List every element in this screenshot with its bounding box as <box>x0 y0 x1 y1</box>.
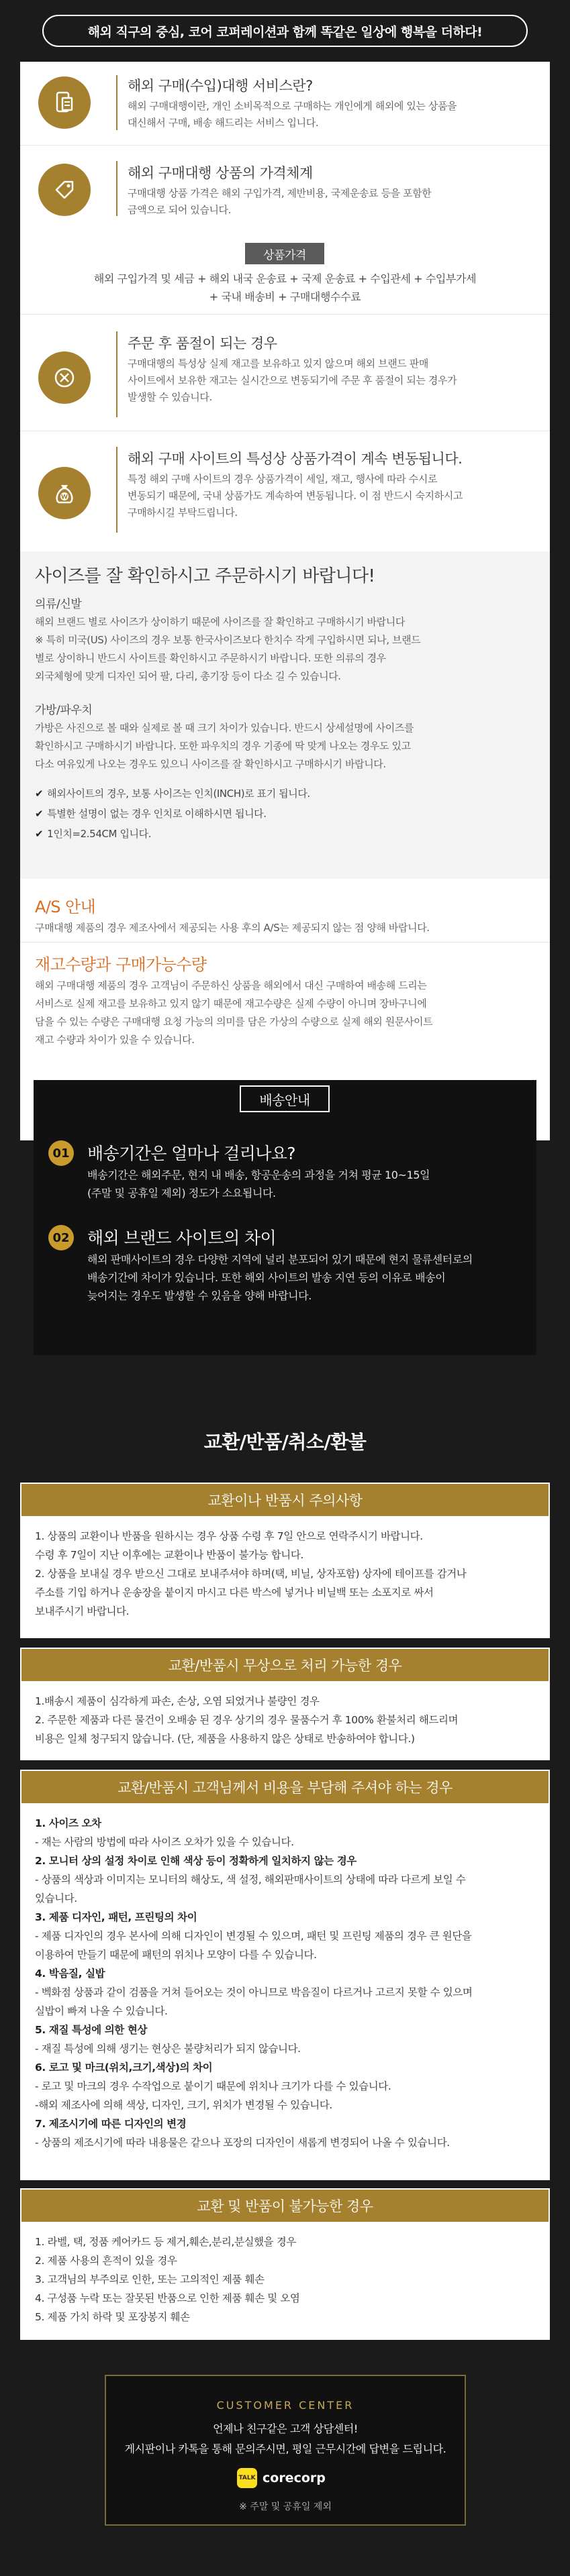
kakao-link[interactable] <box>237 2467 326 2489</box>
pricing-text: 구매대행 상품 가격은 해외 구입가격, 제반비용, 국제운송료 등을 포함한 금액으로 되어 있습니다. <box>128 187 432 216</box>
check-icon: ✔ <box>35 788 44 800</box>
service-text: 해외 구매대행이란, 개인 소비목적으로 구매하는 개인에게 해외에 있는 상품을 대신해서 구매, 배송 해드리는 서비스 입니다. <box>128 100 457 129</box>
price-change-title: 해외 구매 사이트의 특성상 상품가격이 계속 변동됩니다. <box>128 451 463 467</box>
as-text: 구매대행 제품의 경우 제조사에서 제공되는 사용 후의 A/S는 제공되지 않는 점 양해 바랍니다. <box>35 922 430 934</box>
size-title: 사이즈를 잘 확인하시고 주문하시기 바랍니다! <box>35 566 375 586</box>
bag-label: 가방/파우치 <box>35 704 93 717</box>
clothes-text: 해외 브랜드 별로 사이즈가 상이하기 때문에 사이즈를 잘 확인하고 구매하시기 바랍니다 ※ 특히 미국(US) 사이즈의 경우 보통 한국사이즈보다 한치수 작게 구입하시면 되나, 브랜드 별로 상이하니 반드시 사이트를 확인하시고 주문하시기 바랍니다. 또한 의류의 경우 외국체형에 맞게 디자인 되어 팔, 다리, 총기장 등이 다소 길 수 있습니다. <box>35 616 421 682</box>
shipping-box <box>34 1080 536 1355</box>
notice-box: 1. 상품의 교환이나 반품을 원하시는 경우 상품 수령 후 7일 안으로 연락주시기 바랍니다. 수령 후 7일이 지난 이후에는 교환이나 반품이 불가능 합니다. 2. 상품을 보내실 경우 받으신 그대로 보내주셔야 하며(택, 비닐, 상자포함) 상자에 테이프를 감거나 주소를 기입 하거나 운송장을 붙이지 마시고 다른 박스에 넣거나 비닐백 또는 소포지로 싸서 보내주시기 바랍니다. <box>20 1517 550 1638</box>
cc-line: 게시판이나 카톡을 통해 문의주시면, 평일 근무시간에 답변을 드립니다. <box>124 2443 446 2455</box>
soldout-text: 구매대행의 특성상 실제 재고를 보유하고 있지 않으며 해외 브랜드 판매 사이트에서 보유한 재고는 실시간으로 변동되기에 주문 후 품절이 되는 경우가 발생할 수 있습니다. <box>128 358 457 403</box>
divider <box>116 75 117 130</box>
header-banner: 해외 직구의 중심, 코어 코퍼레이션과 함께 똑같은 일상에 행복을 더하다! <box>42 15 528 47</box>
divider <box>116 331 117 417</box>
size-section <box>20 551 550 879</box>
bag-text: 가방은 사진으로 볼 때와 실제로 볼 때 크기 차이가 있습니다. 반드시 상세설명에 사이즈를 확인하시고 구매하시기 바랍니다. 또한 파우치의 경우 기종에 딱 맞게 나오는 경우도 있고 다소 여유있게 나오는 경우도 있으니 사이즈를 잘 확인하시고 구매하시기 바랍니다. <box>35 722 414 770</box>
soldout-title: 주문 후 품절이 되는 경우 <box>128 335 277 352</box>
clothes-label: 의류/신발 <box>35 598 82 611</box>
size-check: ✔ 특별한 설명이 없는 경우 인치로 이해하시면 됩니다. <box>35 808 267 820</box>
money-bag-icon <box>38 467 91 519</box>
stock-title: 재고수량과 구매가능수량 <box>35 955 207 974</box>
header <box>0 0 570 62</box>
section-header: 교환/반품시 무상으로 처리 가능한 경우 <box>20 1648 550 1682</box>
check-icon: ✔ <box>35 808 44 820</box>
cc-line: 언제나 친구같은 고객 상담센터! <box>213 2422 358 2435</box>
price-badge: 상품가격 <box>245 243 324 264</box>
price-change-text: 특정 해외 구매 사이트의 경우 상품가격이 세일, 재고, 행사에 따라 수시로 변동되기 때문에, 국내 상품가도 계속하여 변동됩니다. 이 점 반드시 숙지하시고 구매하시길 부탁드립니다. <box>128 473 463 519</box>
shipping-question: 해외 브랜드 사이트의 차이 <box>87 1228 277 1248</box>
section-header: 교환/반품시 고객님께서 비용을 부담해 주셔야 하는 경우 <box>20 1770 550 1805</box>
notice-box: 1.배송시 제품이 심각하게 파손, 손상, 오염 되었거나 불량인 경우 2. 주문한 제품과 다른 물건이 오배송 된 경우 상기의 경우 물품수거 후 100% 환불처리 해드리며 비용은 일체 청구되지 않습니다. (단, 제품을 사용하지 않은 상태로 반송하여야 합니다.) <box>20 1682 550 1760</box>
service-title: 해외 구매(수입)대행 서비스란? <box>128 78 313 94</box>
divider <box>116 447 117 533</box>
stock-text: 해외 구매대행 제품의 경우 고객님이 주문하신 상품을 해외에서 대신 구매하여 배송해 드리는 서비스로 실제 재고를 보유하고 있지 않기 때문에 재고수량은 실제 수량이 아니며 장바구니에 담을 수 있는 수량은 구매대행 요청 가능의 의미를 담은 가상의 수량으로 실제 해외 원문사이트 재고 수량과 차이가 있을 수 있습니다. <box>35 979 433 1046</box>
cc-note: ※ 주말 및 공휴일 제외 <box>239 2502 332 2512</box>
check-icon: ✔ <box>35 828 44 840</box>
info-panel <box>20 62 550 1302</box>
price-tag-icon <box>38 164 91 216</box>
exchange-title: 교환/반품/취소/환불 <box>203 1431 367 1453</box>
size-check: ✔ 해외사이트의 경우, 보통 사이즈는 인치(INCH)로 표기 됩니다. <box>35 788 310 800</box>
section-header: 교환이나 반품시 주의사항 <box>20 1483 550 1517</box>
size-check: ✔ 1인치=2.54CM 입니다. <box>35 828 152 840</box>
kakao-talk-icon: TALK <box>237 2468 257 2488</box>
separator <box>20 942 550 943</box>
notice-box: 1. 라벨, 택, 정품 케어카드 등 제거,훼손,분리,분실했을 경우 2. 제품 사용의 흔적이 있을 경우 3. 고객님의 부주의로 인한, 또는 고의적인 제품 훼손 4. 구성품 누락 또는 잘못된 반품으로 인한 제품 훼손 및 오염 5. 제품 가치 하락 및 포장봉지 훼손 <box>20 2223 550 2340</box>
cancel-circle-icon <box>38 352 91 404</box>
shipping-answer: 해외 판매사이트의 경우 다양한 지역에 널리 분포되어 있기 때문에 현지 물류센터로의 배송기간에 차이가 있습니다. 또한 해외 사이트의 발송 지연 등의 이유로 배송이 늦어지는 경우도 발생할 수 있음을 양해 바랍니다. <box>87 1253 473 1302</box>
shipping-badge: 배송안내 <box>240 1085 330 1112</box>
shipping-answer: 배송기간은 해외주문, 현지 내 배송, 항공운송의 과정을 거쳐 평균 10~15일 (주말 및 공휴일 제외) 정도가 소요됩니다. <box>87 1169 430 1199</box>
phone-document-icon <box>38 76 91 129</box>
svg-text:W: W <box>61 494 68 501</box>
cc-title: CUSTOMER CENTER <box>216 2399 354 2412</box>
pricing-title: 해외 구매대행 상품의 가격체계 <box>128 165 313 181</box>
section-header: 교환 및 반품이 불가능한 경우 <box>20 2188 550 2223</box>
number-badge: 01 <box>48 1140 74 1166</box>
separator <box>20 145 550 146</box>
separator <box>20 314 550 315</box>
divider <box>116 161 117 216</box>
customer-center <box>105 2375 466 2526</box>
as-title: A/S 안내 <box>35 898 96 916</box>
number-badge: 02 <box>48 1225 74 1250</box>
notice-box: 1. 사이즈 오차 - 재는 사람의 방법에 따라 사이즈 오차가 있을 수 있습니다. 2. 모니터 상의 설정 차이로 인해 색상 등이 정확하게 일치하지 않는 경우 - 상품의 색상과 이미지는 모니터의 해상도, 색 설정, 해외판매사이트의 상태에 따라 다르게 보일 수 있습니다. 3. 제품 디자인, 패턴, 프린팅의 차이 - 제품 디자인의 경우 본사에 의해 디자인이 변경될 수 있으며, 패턴 및 프린팅 제품의 경우 큰 원단을 이용하여 만들기 때문에 패턴의 위치나 모양이 다를 수 있습니다. 4. 박음질, 실밥 - 벡화점 상품과 같이 검품을 거쳐 들어오는 것이 아니므로 박음질이 다르거나 고르지 못할 수 있으며 실밥이 빠져 나올 수 있습니다. 5. 재질 특성에 의한 현상 - 재질 특성에 의해 생기는 현상은 불량처리가 되지 않습니다. 6. 로고 및 마크(위치,크기,색상)의 차이 - 로고 및 마크의 경우 수작업으로 붙이기 때문에 위치나 크기가 다를 수 있습니다. -해외 제조사에 의해 색상, 디자인, 크기, 위치가 변경될 수 있습니다. 7. 제조시기에 따른 디자인의 변경 - 상품의 제조시기에 따라 내용물은 같으나 포장의 디자인이 새롭게 변경되어 나올 수 있습니다. <box>20 1805 550 2180</box>
price-formula: 해외 구입가격 및 세금 + 해외 내국 운송료 + 국제 운송료 + 수입관세 + 수입부가세 + 국내 배송비 + 구매대행수수료 <box>93 272 477 303</box>
corecorp-logo: corecorp <box>263 2471 326 2485</box>
shipping-question: 배송기간은 얼마나 걸리나요? <box>87 1144 295 1163</box>
